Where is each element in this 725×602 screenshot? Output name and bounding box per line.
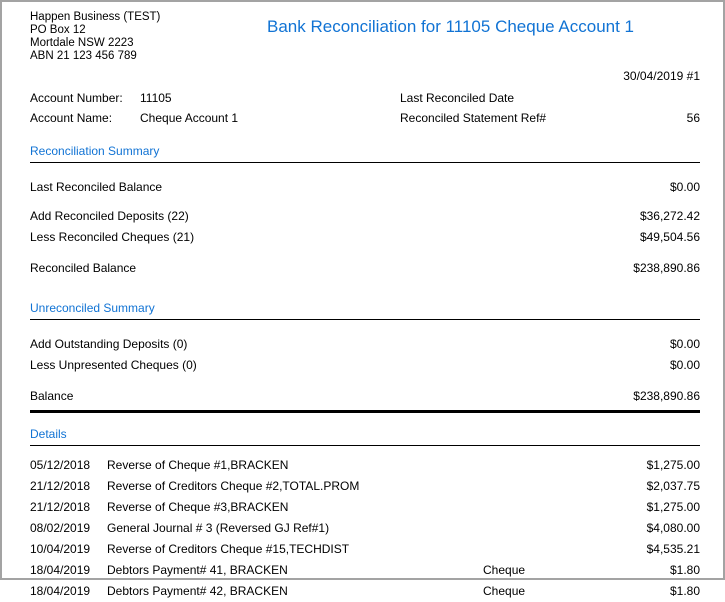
detail-type [483, 476, 593, 497]
table-row [30, 539, 700, 560]
detail-description: General Journal # 3 (Reversed GJ Ref#1) [107, 521, 330, 535]
account-name-label: Account Name: [30, 111, 113, 125]
details-heading: Details [30, 427, 700, 446]
report-date: 30/04/2019 #1 [623, 69, 700, 83]
report-title: Bank Reconciliation for 11105 Cheque Account 1 [267, 17, 635, 36]
row-value: $0.00 [669, 337, 700, 351]
unreconciled-summary-heading: Unreconciled Summary [30, 301, 700, 320]
last-reconciled-balance-row [30, 177, 700, 198]
details-table [30, 455, 700, 602]
statement-ref-value: 56 [686, 111, 700, 125]
detail-amount: $1.80 [669, 563, 700, 577]
row-label: Balance [30, 389, 74, 403]
detail-amount: $4,535.21 [646, 542, 700, 556]
detail-date: 10/04/2019 [30, 542, 91, 556]
account-details [30, 88, 700, 128]
row-value: $36,272.42 [639, 209, 700, 223]
row-label: Less Reconciled Cheques (21) [30, 230, 195, 244]
detail-description: Debtors Payment# 41, BRACKEN [107, 563, 288, 577]
detail-date: 21/12/2018 [30, 500, 91, 514]
reconciliation-summary-heading: Reconciliation Summary [30, 144, 700, 163]
row-label: Last Reconciled Balance [30, 180, 163, 194]
reconciled-deposits-row [30, 206, 700, 227]
detail-date: 18/04/2019 [30, 563, 91, 577]
detail-amount: $1,275.00 [646, 500, 700, 514]
outstanding-deposits-row [30, 334, 700, 355]
detail-amount: $2,037.75 [646, 479, 700, 493]
reconciled-balance-row [30, 258, 700, 279]
table-row [30, 455, 700, 476]
last-reconciled-date-label: Last Reconciled Date [400, 91, 515, 105]
detail-date: 18/04/2019 [30, 584, 91, 598]
balance-row [30, 386, 700, 407]
table-row [30, 581, 700, 602]
detail-amount: $4,080.00 [646, 521, 700, 535]
table-row [30, 497, 700, 518]
row-value: $238,890.86 [633, 261, 700, 275]
detail-date: 08/02/2019 [30, 521, 91, 535]
table-row [30, 518, 700, 539]
detail-type: Cheque [483, 563, 526, 577]
detail-description: Reverse of Cheque #1,BRACKEN [107, 458, 289, 472]
row-value: $49,504.56 [639, 230, 700, 244]
detail-description: Reverse of Cheque #3,BRACKEN [107, 500, 289, 514]
unreconciled-summary-block [30, 334, 700, 413]
last-reconciled-date-row [400, 88, 700, 108]
company-address-line1: PO Box 12 [30, 24, 86, 36]
detail-amount: $1.80 [669, 584, 700, 598]
row-value: $238,890.86 [633, 389, 700, 403]
detail-type: Cheque [483, 584, 526, 598]
company-abn: ABN 21 123 456 789 [30, 50, 137, 62]
row-label: Add Reconciled Deposits (22) [30, 209, 189, 223]
account-name-row [30, 108, 400, 128]
table-row [30, 476, 700, 497]
statement-ref-label: Reconciled Statement Ref# [400, 111, 547, 125]
row-label: Add Outstanding Deposits (0) [30, 337, 188, 351]
account-number-label: Account Number: [30, 91, 123, 105]
company-address-line2: Mortdale NSW 2223 [30, 37, 134, 49]
account-number-row [30, 88, 400, 108]
statement-ref-row [400, 108, 700, 128]
detail-type [483, 539, 593, 560]
detail-description: Reverse of Creditors Cheque #2,TOTAL.PROM [107, 479, 360, 493]
company-name: Happen Business (TEST) [30, 11, 161, 23]
row-value: $0.00 [669, 180, 700, 194]
row-label: Less Unpresented Cheques (0) [30, 358, 197, 372]
detail-description: Reverse of Creditors Cheque #15,TECHDIST [107, 542, 350, 556]
reconciled-cheques-row [30, 227, 700, 248]
detail-amount: $1,275.00 [646, 458, 700, 472]
detail-date: 05/12/2018 [30, 458, 91, 472]
unpresented-cheques-row [30, 355, 700, 376]
account-name-value: Cheque Account 1 [140, 111, 239, 125]
table-row [30, 560, 700, 581]
row-label: Reconciled Balance [30, 261, 137, 275]
account-number-value: 11105 [140, 91, 172, 105]
detail-type [483, 455, 593, 476]
row-value: $0.00 [669, 358, 700, 372]
detail-type [483, 497, 593, 518]
detail-description: Debtors Payment# 42, BRACKEN [107, 584, 288, 598]
detail-type [483, 518, 593, 539]
detail-date: 21/12/2018 [30, 479, 91, 493]
